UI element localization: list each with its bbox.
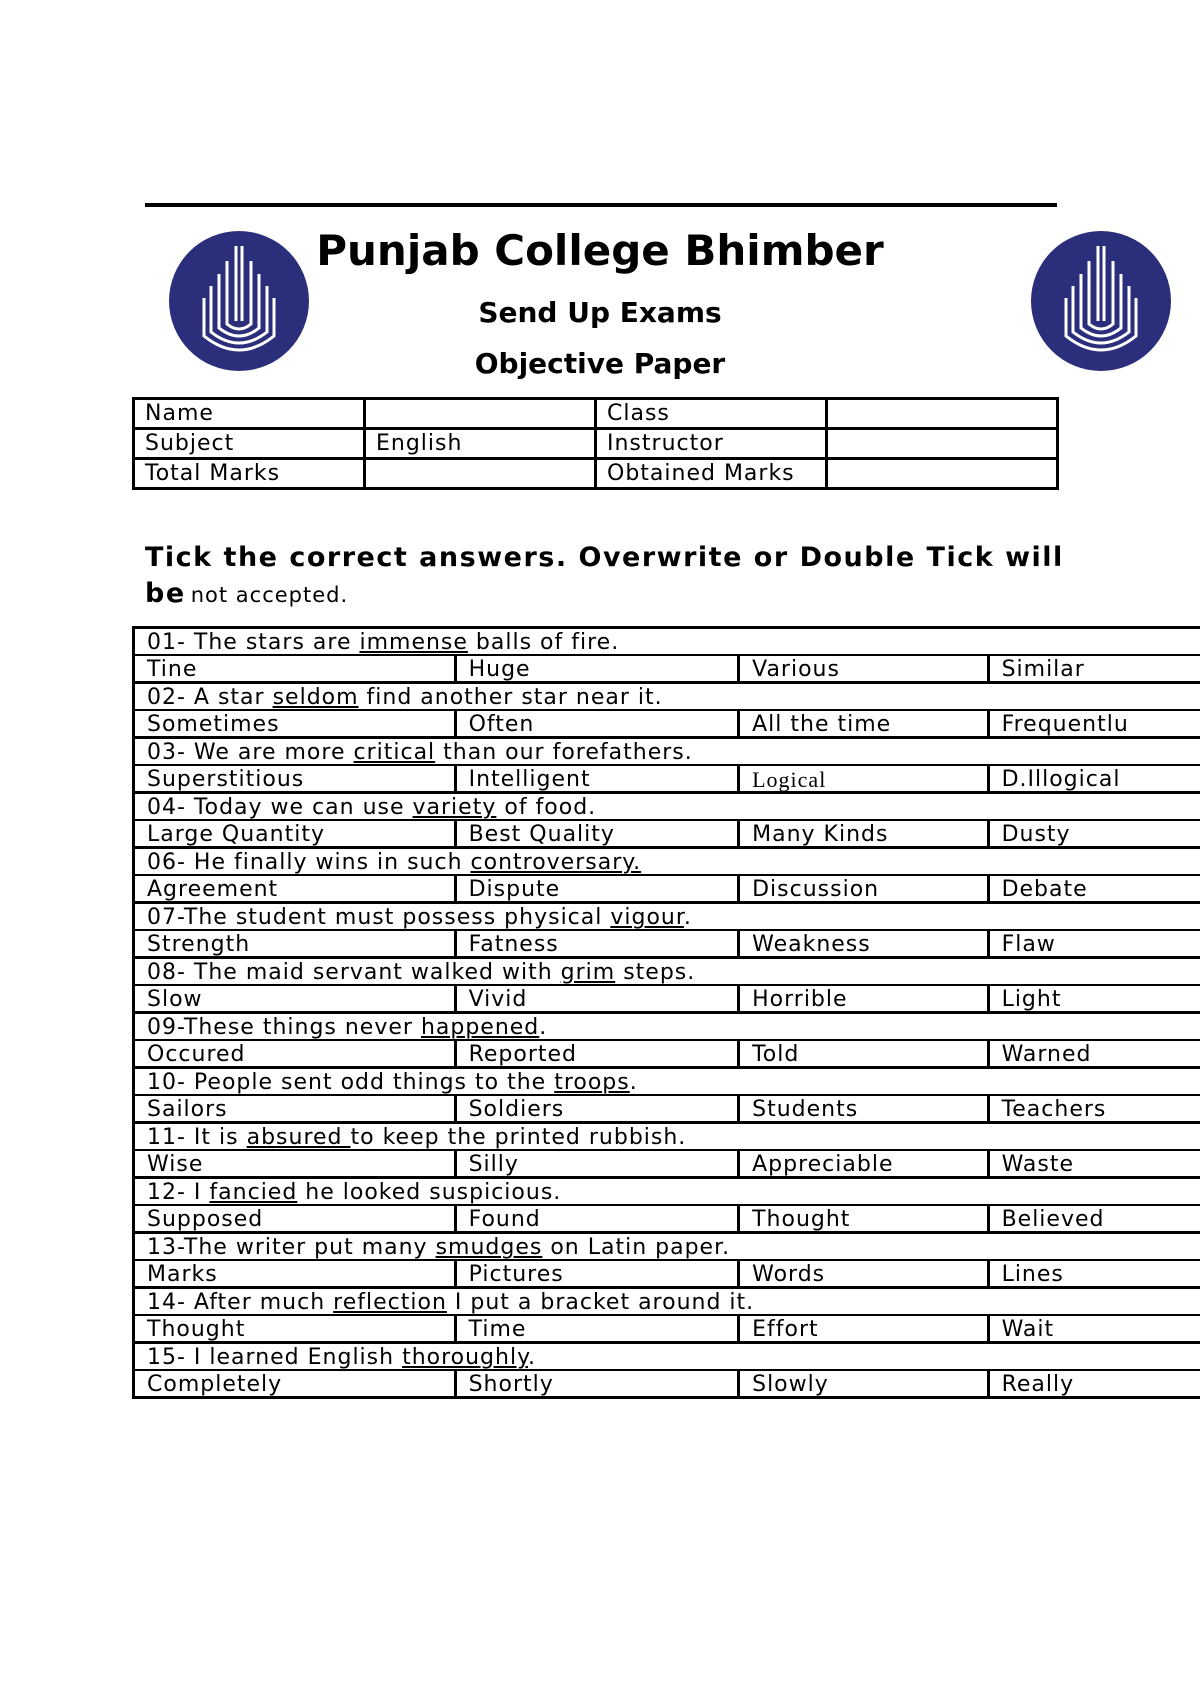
question-text xyxy=(134,1068,1200,1096)
info-row xyxy=(134,399,1058,429)
info-value-subject[interactable]: English xyxy=(365,429,596,459)
answer-option[interactable]: Wise xyxy=(134,1150,456,1178)
question-keyword: controversary. xyxy=(470,850,642,875)
exam-name: Send Up Exams xyxy=(478,296,722,329)
question-row xyxy=(134,1013,1200,1041)
info-label-obtained-marks: Obtained Marks xyxy=(596,459,827,489)
options-row xyxy=(134,985,1200,1013)
answer-option[interactable]: Thought xyxy=(134,1315,456,1343)
answer-option[interactable]: Light xyxy=(988,985,1200,1013)
instructions xyxy=(145,540,1065,612)
answer-option[interactable]: Various xyxy=(739,655,988,683)
options-row xyxy=(134,1095,1200,1123)
answer-option[interactable]: Thought xyxy=(739,1205,988,1233)
question-text-before: 07-The student must possess physical xyxy=(147,905,611,930)
options-row xyxy=(134,655,1200,683)
answer-option[interactable]: Marks xyxy=(134,1260,456,1288)
answer-option[interactable]: Waste xyxy=(988,1150,1200,1178)
question-keyword: seldom xyxy=(272,685,359,710)
question-row xyxy=(134,903,1200,931)
options-row xyxy=(134,1150,1200,1178)
instructions-bold-text: Tick the correct answers. Overwrite or Double Tick will be xyxy=(145,542,1064,609)
paper-type: Objective Paper xyxy=(474,347,726,380)
answer-option[interactable]: Occured xyxy=(134,1040,456,1068)
answer-option[interactable]: Tine xyxy=(134,655,456,683)
answer-option[interactable]: Time xyxy=(455,1315,739,1343)
question-text xyxy=(134,848,1200,876)
info-value-total-marks[interactable] xyxy=(365,459,596,489)
question-text-after: to keep the printed rubbish. xyxy=(350,1125,687,1150)
answer-option[interactable]: Effort xyxy=(739,1315,988,1343)
question-text-after: . xyxy=(629,1070,638,1095)
question-keyword: vigour xyxy=(610,905,684,930)
answer-option[interactable]: Superstitious xyxy=(134,765,456,793)
question-row xyxy=(134,628,1200,656)
question-text-before: 02- A star xyxy=(147,685,273,710)
question-text xyxy=(134,1233,1200,1261)
question-text xyxy=(134,628,1200,656)
answer-option[interactable]: Best Quality xyxy=(455,820,739,848)
question-text-before: 08- The maid servant walked with xyxy=(147,960,561,985)
question-text xyxy=(134,683,1200,711)
answer-option[interactable]: Frequentlu xyxy=(988,710,1200,738)
info-value-name[interactable] xyxy=(365,399,596,429)
answer-option[interactable]: Found xyxy=(455,1205,739,1233)
info-value-class[interactable] xyxy=(827,399,1058,429)
question-text-after: balls of fire. xyxy=(467,630,620,655)
question-text-before: 01- The stars are xyxy=(147,630,360,655)
question-row xyxy=(134,1123,1200,1151)
info-row xyxy=(134,459,1058,489)
question-text-before: 14- After much xyxy=(147,1290,334,1315)
options-row xyxy=(134,1260,1200,1288)
info-label-name: Name xyxy=(134,399,365,429)
info-label-instructor: Instructor xyxy=(596,429,827,459)
answer-option[interactable]: Slow xyxy=(134,985,456,1013)
college-name: Punjab College Bhimber xyxy=(316,226,884,275)
question-keyword: thoroughly xyxy=(402,1345,528,1370)
question-text-after: . xyxy=(683,905,692,930)
question-text-after: . xyxy=(539,1015,548,1040)
info-label-total-marks: Total Marks xyxy=(134,459,365,489)
answer-option[interactable]: Fatness xyxy=(455,930,739,958)
question-text xyxy=(134,903,1200,931)
info-value-obtained-marks[interactable] xyxy=(827,459,1058,489)
question-row xyxy=(134,1343,1200,1371)
answer-option[interactable]: Supposed xyxy=(134,1205,456,1233)
answer-option[interactable]: Huge xyxy=(455,655,739,683)
options-row xyxy=(134,1370,1200,1398)
instructions-normal-text: not accepted. xyxy=(190,583,349,607)
question-row xyxy=(134,1233,1200,1261)
question-text-after: find another star near it. xyxy=(358,685,663,710)
answer-option[interactable]: Teachers xyxy=(988,1095,1200,1123)
top-rule xyxy=(145,203,1057,207)
question-row xyxy=(134,793,1200,821)
answer-option[interactable]: Sometimes xyxy=(134,710,456,738)
question-text xyxy=(134,793,1200,821)
question-text xyxy=(134,1288,1200,1316)
answer-option[interactable]: Debate xyxy=(988,875,1200,903)
options-row xyxy=(134,1205,1200,1233)
answer-option[interactable]: Logical xyxy=(739,765,988,793)
answer-option[interactable]: Sailors xyxy=(134,1095,456,1123)
question-row xyxy=(134,1178,1200,1206)
answer-option[interactable]: Similar xyxy=(988,655,1200,683)
question-text-after: than our forefathers. xyxy=(435,740,693,765)
question-text-after: I put a bracket around it. xyxy=(446,1290,755,1315)
question-text-before: 15- I learned English xyxy=(147,1345,403,1370)
answer-option[interactable]: Words xyxy=(739,1260,988,1288)
answer-option[interactable]: Dispute xyxy=(455,875,739,903)
question-text-after: on Latin paper. xyxy=(542,1235,731,1260)
question-text-after: he looked suspicious. xyxy=(297,1180,562,1205)
answer-option[interactable]: Reported xyxy=(455,1040,739,1068)
question-text xyxy=(134,1013,1200,1041)
questions-table xyxy=(132,626,1200,1399)
question-keyword: happened xyxy=(420,1015,540,1040)
options-row xyxy=(134,765,1200,793)
answer-option[interactable]: Agreement xyxy=(134,875,456,903)
question-keyword: immense xyxy=(359,630,468,655)
answer-option[interactable]: Vivid xyxy=(455,985,739,1013)
info-label-class: Class xyxy=(596,399,827,429)
answer-option[interactable]: Pictures xyxy=(455,1260,739,1288)
answer-option[interactable]: Lines xyxy=(988,1260,1200,1288)
info-row xyxy=(134,429,1058,459)
answer-option[interactable]: Flaw xyxy=(988,930,1200,958)
options-row xyxy=(134,875,1200,903)
answer-option[interactable]: Large Quantity xyxy=(134,820,456,848)
answer-option[interactable]: Silly xyxy=(455,1150,739,1178)
answer-option[interactable]: Told xyxy=(739,1040,988,1068)
question-text-after: steps. xyxy=(615,960,696,985)
answer-option[interactable]: Dusty xyxy=(988,820,1200,848)
question-text-before: 10- People sent odd things to the xyxy=(147,1070,555,1095)
question-keyword: grim xyxy=(560,960,616,985)
question-keyword: critical xyxy=(353,740,436,765)
question-keyword: smudges xyxy=(435,1235,543,1260)
question-row xyxy=(134,958,1200,986)
answer-option[interactable]: Shortly xyxy=(455,1370,739,1398)
question-text-before: 09-These things never xyxy=(147,1015,421,1040)
question-text-before: 04- Today we can use xyxy=(147,795,413,820)
answer-option[interactable]: Soldiers xyxy=(455,1095,739,1123)
options-row xyxy=(134,930,1200,958)
question-text-before: 13-The writer put many xyxy=(147,1235,436,1260)
answer-option[interactable]: Appreciable xyxy=(739,1150,988,1178)
options-row xyxy=(134,1040,1200,1068)
answer-option[interactable]: Discussion xyxy=(739,875,988,903)
answer-option[interactable]: Believed xyxy=(988,1205,1200,1233)
question-text xyxy=(134,738,1200,766)
info-value-instructor[interactable] xyxy=(827,429,1058,459)
question-text-before: 06- He finally wins in such xyxy=(147,850,471,875)
answer-option[interactable]: Students xyxy=(739,1095,988,1123)
answer-option[interactable]: Slowly xyxy=(739,1370,988,1398)
answer-option[interactable]: Strength xyxy=(134,930,456,958)
answer-option[interactable]: Weakness xyxy=(739,930,988,958)
question-row xyxy=(134,1288,1200,1316)
question-row xyxy=(134,848,1200,876)
question-row xyxy=(134,683,1200,711)
question-keyword: fancied xyxy=(209,1180,298,1205)
answer-option[interactable]: Intelligent xyxy=(455,765,739,793)
question-keyword: variety xyxy=(412,795,497,820)
options-row xyxy=(134,710,1200,738)
question-keyword: reflection xyxy=(333,1290,447,1315)
question-text xyxy=(134,958,1200,986)
question-text-before: 03- We are more xyxy=(147,740,354,765)
question-text-after: . xyxy=(527,1345,536,1370)
question-text-after: of food. xyxy=(496,795,597,820)
question-text xyxy=(134,1178,1200,1206)
question-text-before: 11- It is xyxy=(147,1125,247,1150)
answer-option[interactable]: Horrible xyxy=(739,985,988,1013)
answer-option[interactable]: Wait xyxy=(988,1315,1200,1343)
question-text xyxy=(134,1123,1200,1151)
student-info-table xyxy=(132,397,1059,490)
answer-option[interactable]: Often xyxy=(455,710,739,738)
answer-option[interactable]: D.Illogical xyxy=(988,765,1200,793)
college-logo-right-icon xyxy=(1026,226,1176,376)
question-text xyxy=(134,1343,1200,1371)
answer-option[interactable]: Warned xyxy=(988,1040,1200,1068)
info-label-subject: Subject xyxy=(134,429,365,459)
answer-option[interactable]: All the time xyxy=(739,710,988,738)
answer-option[interactable]: Really xyxy=(988,1370,1200,1398)
answer-option[interactable]: Many Kinds xyxy=(739,820,988,848)
answer-option[interactable]: Completely xyxy=(134,1370,456,1398)
options-row xyxy=(134,820,1200,848)
question-text-before: 12- I xyxy=(147,1180,210,1205)
question-keyword: absured xyxy=(246,1125,351,1150)
question-row xyxy=(134,738,1200,766)
question-row xyxy=(134,1068,1200,1096)
options-row xyxy=(134,1315,1200,1343)
question-keyword: troops xyxy=(554,1070,630,1095)
